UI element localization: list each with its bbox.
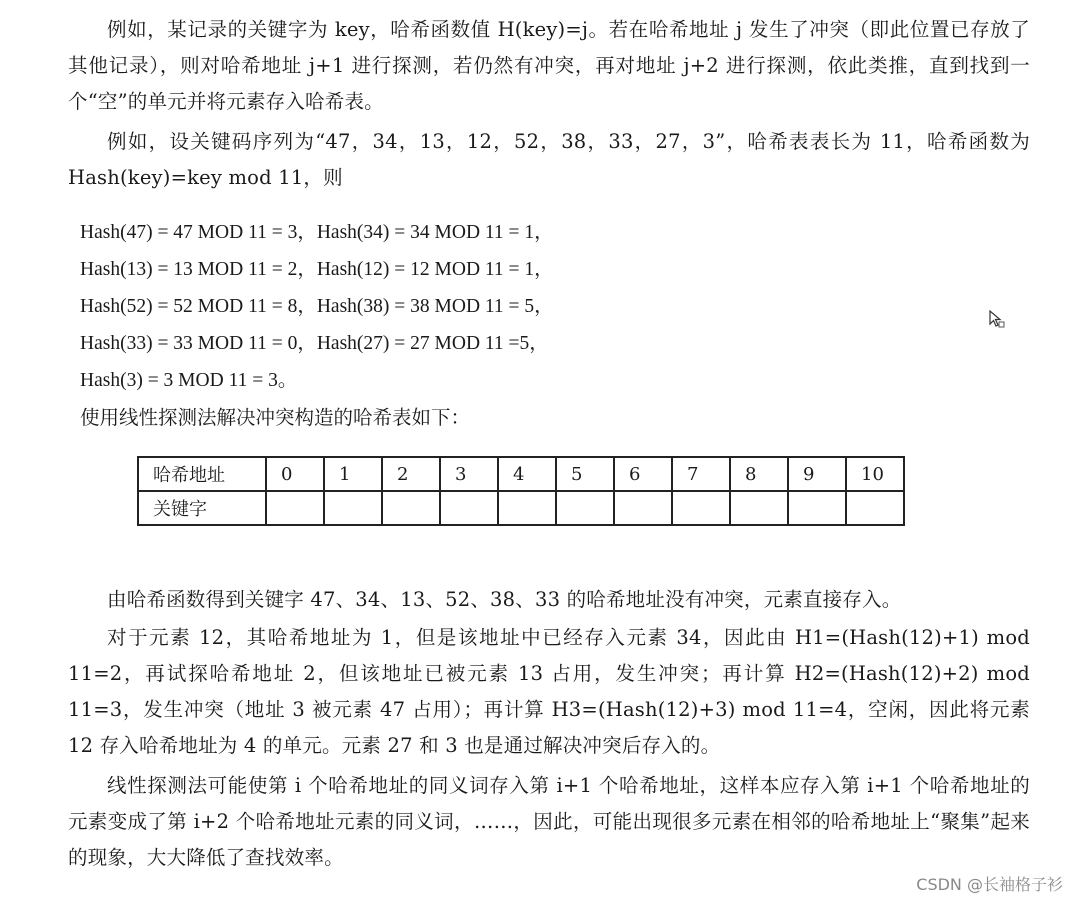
hash-line: Hash(52) = 52 MOD 11 = 8，Hash(38) = 38 MOD 11 = 5，: [80, 296, 554, 317]
hash-table-address-cell: 1: [324, 457, 382, 491]
hash-table-address-cell: 0: [266, 457, 324, 491]
hash-table: [137, 456, 905, 526]
hash-table-key-cell: [266, 491, 324, 525]
hash-table-key-cell: [556, 491, 614, 525]
hash-table-key-row: [138, 491, 904, 525]
hash-table-key-cell: [324, 491, 382, 525]
hash-table-address-cell: 8: [730, 457, 788, 491]
paragraph-linear-probing-intro: 例如，某记录的关键字为 key，哈希函数值 H(key)=j。若在哈希地址 j 发生了冲突（即此位置已存放了其他记录），则对哈希地址 j+1 进行探测，若仍然有冲突，再对地址 j+2 进行探测，依此类推，直到找到一个“空”的单元并将元素存入哈希表。: [68, 18, 1030, 113]
hash-table-address-cell: 3: [440, 457, 498, 491]
table-intro-text: 使用线性探测法解决冲突构造的哈希表如下：: [80, 406, 471, 429]
hash-table-key-cell: [440, 491, 498, 525]
hash-table-key-cell: [614, 491, 672, 525]
hash-table-key-cell: [382, 491, 440, 525]
hash-table-address-cell: 9: [788, 457, 846, 491]
hash-table-key-cell: [498, 491, 556, 525]
hash-line: Hash(47) = 47 MOD 11 = 3，Hash(34) = 34 MOD 11 = 1，: [80, 222, 554, 243]
mouse-pointer-icon: [988, 309, 1006, 329]
hash-table-address-cell: 4: [498, 457, 556, 491]
hash-line: Hash(13) = 13 MOD 11 = 2，Hash(12) = 12 MOD 11 = 1，: [80, 259, 554, 280]
hash-line: Hash(3) = 3 MOD 11 = 3。: [80, 370, 298, 391]
hash-line: Hash(33) = 33 MOD 11 = 0，Hash(27) = 27 MOD 11 =5，: [80, 333, 549, 354]
hash-table-key-cell: [846, 491, 904, 525]
hash-table-address-cell: 10: [846, 457, 904, 491]
hash-table-address-cell: 2: [382, 457, 440, 491]
paragraph-direct-insert: 由哈希函数得到关键字 47、34、13、52、38、33 的哈希地址没有冲突，元素直接存入。: [107, 588, 902, 611]
csdn-watermark: CSDN @长袖格子衫: [916, 875, 1063, 894]
hash-table-key-cell: [788, 491, 846, 525]
hash-table-address-cell: 5: [556, 457, 614, 491]
paragraph-collision-resolution: 对于元素 12，其哈希地址为 1，但是该地址中已经存入元素 34，因此由 H1=(Hash(12)+1) mod 11=2，再试探哈希地址 2，但该地址已被元素 13 占用，发生冲突；再计算 H2=(Hash(12)+2) mod 11=3，发生冲突（地址 3 被元素 47 占用）；再计算 H3=(Hash(12)+3) mod 11=4，空闲，因此将元素 12 存入哈希地址为 4 的单元。元素 27 和 3 也是通过解决冲突后存入的。: [68, 626, 1030, 757]
paragraph-example-setup: 例如，设关键码序列为“47，34，13，12，52，38，33，27，3”，哈希表表长为 11，哈希函数为 Hash(key)=key mod 11，则: [68, 130, 1030, 189]
hash-table-address-cell: 7: [672, 457, 730, 491]
hash-table-key-cell: [730, 491, 788, 525]
hash-computation-lines: [80, 214, 880, 399]
paragraph-clustering: 线性探测法可能使第 i 个哈希地址的同义词存入第 i+1 个哈希地址，这样本应存入第 i+1 个哈希地址的元素变成了第 i+2 个哈希地址元素的同义词，……，因此，可能出现很多元素在相邻的哈希地址上“聚集”起来的现象，大大降低了查找效率。: [68, 774, 1030, 869]
hash-table-address-cell: 6: [614, 457, 672, 491]
hash-table-key-cell: [672, 491, 730, 525]
hash-table-address-row: [138, 457, 904, 491]
hash-table-key-label: 关键字: [138, 491, 266, 525]
hash-table-address-label: 哈希地址: [138, 457, 266, 491]
